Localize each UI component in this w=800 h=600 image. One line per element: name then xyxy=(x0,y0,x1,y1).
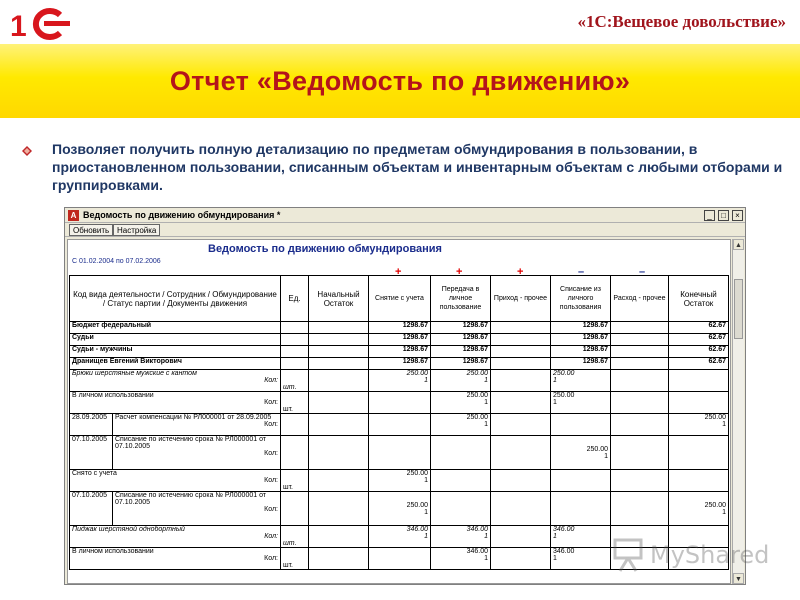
window-title: Ведомость по движению обмундирования * xyxy=(83,210,281,220)
scroll-thumb[interactable] xyxy=(734,279,743,339)
sign-plus: + xyxy=(456,266,463,278)
sign-plus: + xyxy=(517,266,524,278)
window-toolbar xyxy=(65,223,745,237)
table-row[interactable]: Пиджак шерстяной однобортный Кол: шт. 346.00 1 346.00 1 346.00 1 xyxy=(70,526,729,548)
settings-button[interactable]: Настройка xyxy=(113,224,160,236)
1c-logo xyxy=(8,6,72,42)
report-title: Ведомость по движению обмундирования xyxy=(208,243,442,255)
table-row[interactable]: 28.09.2005 Расчет компенсации № РЛ000001 от 28.09.2005 Кол: 250.00 1 250.00 1 xyxy=(70,414,729,436)
report-table xyxy=(69,275,729,570)
col-end: Конечный Остаток xyxy=(669,276,729,322)
table-row[interactable]: Бюджет федеральный 1298.67 1298.67 1298.67 62.67 xyxy=(70,322,729,334)
col-expense: Расход - прочее xyxy=(611,276,669,322)
table-row[interactable]: Судьи - мужчины 1298.67 1298.67 1298.67 62.67 xyxy=(70,346,729,358)
title-band xyxy=(0,44,800,118)
maximize-icon[interactable]: □ xyxy=(718,210,729,221)
presentation-icon xyxy=(612,537,646,573)
report-window xyxy=(64,207,746,585)
table-row[interactable]: 07.10.2005 Списание по истечению срока № РЛ000001 от 07.10.2005 Кол: 250.00 1 250.00 1 xyxy=(70,492,729,526)
slide-title: Отчет «Ведомость по движению» xyxy=(169,66,631,96)
table-row[interactable]: Снято с учета Кол: шт. 250.00 1 xyxy=(70,470,729,492)
refresh-button[interactable]: Обновить xyxy=(69,224,113,236)
table-header xyxy=(70,276,729,322)
minimize-icon[interactable]: _ xyxy=(704,210,715,221)
table-row[interactable]: В личном использовании Кол: шт. 250.00 1 250.00 1 xyxy=(70,392,729,414)
description: Позволяет получить полную детализацию по предметам обмундирования в пользовании, в приостановленном пользовании, списанным объектам и инвентарным объектам с любыми отборами и группировками. xyxy=(52,141,783,193)
vertical-scrollbar[interactable] xyxy=(732,239,744,584)
product-title: «1С:Вещевое довольствие» xyxy=(577,12,786,31)
table-row[interactable]: Брюки шерстяные мужские с кантом Кол: шт. 250.00 1 250.00 1 250.00 1 xyxy=(70,370,729,392)
table-row[interactable]: Судьи 1298.67 1298.67 1298.67 62.67 xyxy=(70,334,729,346)
col-transfer: Передача в личное пользование xyxy=(431,276,491,322)
sign-minus: – xyxy=(578,266,585,278)
window-titlebar[interactable] xyxy=(65,208,745,223)
report-period: С 01.02.2004 по 07.02.2006 xyxy=(72,258,161,265)
close-icon[interactable]: × xyxy=(732,210,743,221)
watermark-text: MyShared xyxy=(650,541,770,569)
svg-text:1: 1 xyxy=(10,10,27,42)
col-unit: Ед. xyxy=(281,276,309,322)
col-start: Начальный Остаток xyxy=(309,276,369,322)
col-take: Снятие с учета xyxy=(369,276,431,322)
col-income: Приход - прочее xyxy=(491,276,551,322)
table-row[interactable]: Дранищев Евгений Викторович 1298.67 1298.67 1298.67 62.67 xyxy=(70,358,729,370)
sign-plus: + xyxy=(395,266,402,278)
scroll-up-icon[interactable]: ▲ xyxy=(733,239,744,250)
col-kind: Код вида деятельности / Сотрудник / Обмундирование / Статус партии / Документы движения xyxy=(70,276,281,322)
watermark xyxy=(612,537,772,577)
scroll-down-icon[interactable]: ▼ xyxy=(733,573,744,584)
report-document xyxy=(67,239,731,584)
report-icon: A xyxy=(68,210,79,221)
diamond-bullet-icon xyxy=(22,146,32,156)
sign-minus: – xyxy=(639,266,646,278)
table-row[interactable]: 07.10.2005 Списание по истечению срока № РЛ000001 от 07.10.2005 Кол: 250.00 1 xyxy=(70,436,729,470)
col-writeoff: Списание из личного пользования xyxy=(551,276,611,322)
table-row[interactable]: В личном использовании Кол: шт. 346.00 1 346.00 1 xyxy=(70,548,729,570)
